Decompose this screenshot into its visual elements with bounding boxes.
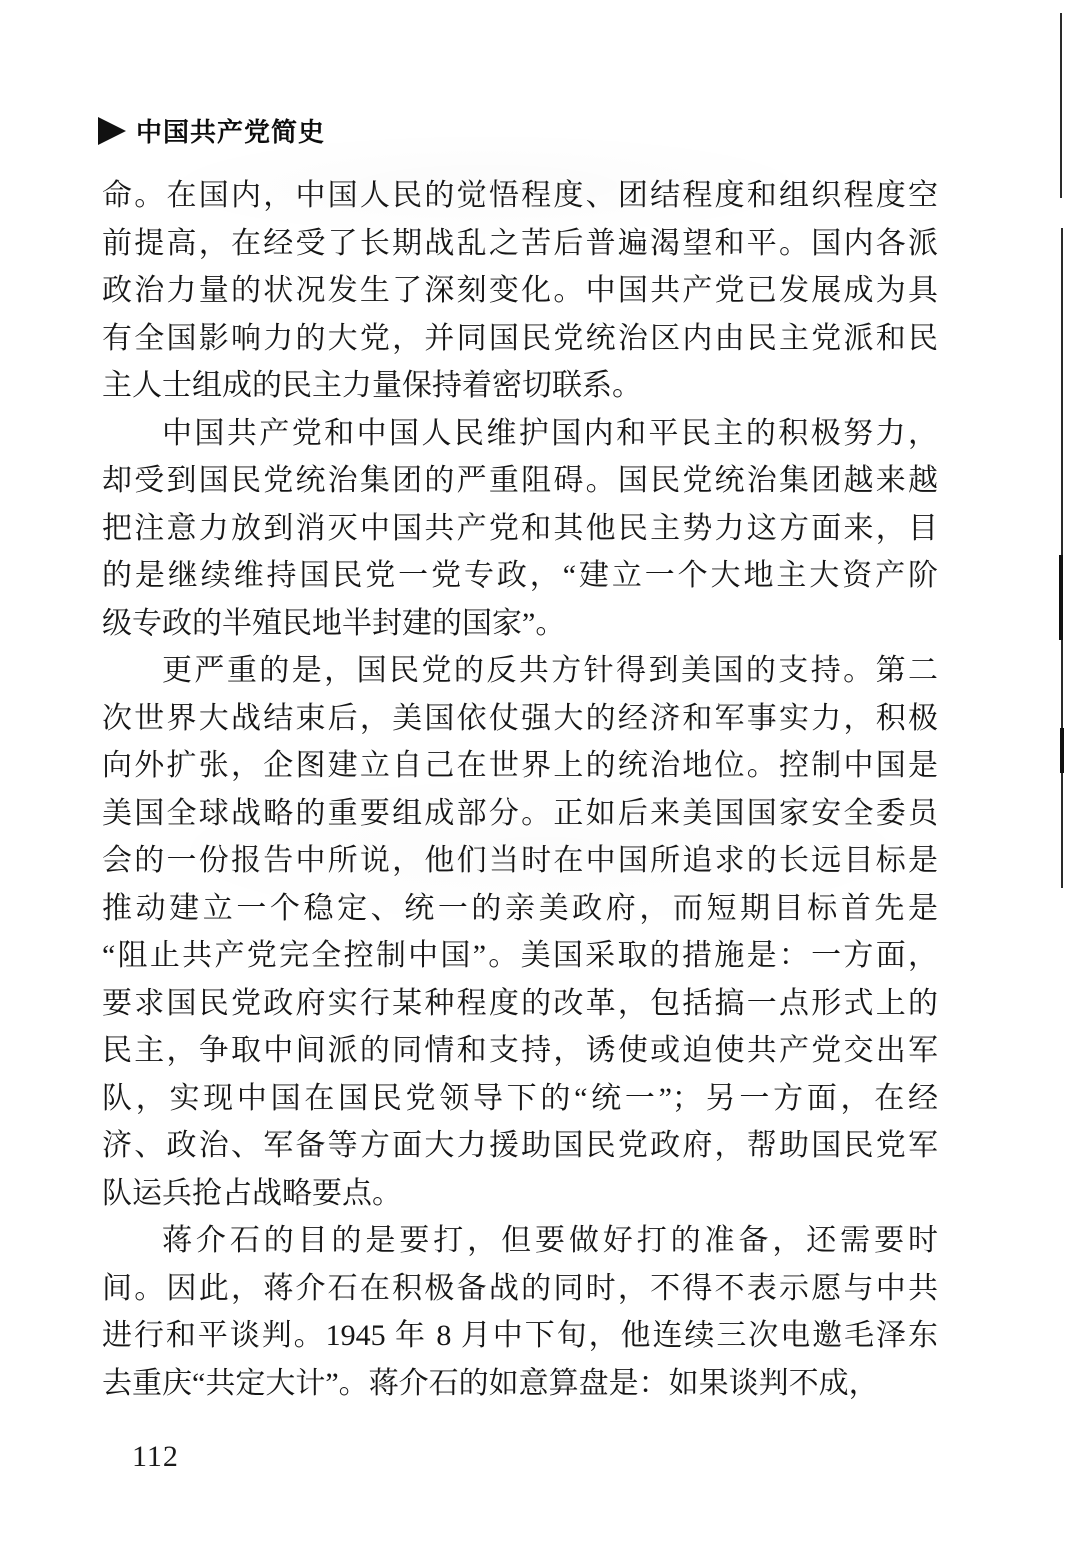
text-line: 级专政的半殖民地半封建的国家”。 (102, 606, 566, 640)
text-line: 进行和平谈判。1945 年 8 月中下旬，他连续三次电邀毛泽东 (102, 1319, 938, 1352)
text-line: 去重庆“共定大计”。蒋介石的如意算盘是：如果谈判不成， (102, 1366, 879, 1400)
text-line: 间。因此，蒋介石在积极备战的同时，不得不表示愿与中共 (102, 1271, 938, 1305)
text-line: 主人士组成的民主力量保持着密切联系。 (102, 369, 642, 402)
book-title: 中国共产党简史 (136, 117, 326, 147)
text-line: 民主，争取中间派的同情和支持，诱使或迫使共产党交出军 (102, 1034, 938, 1067)
text-line: 命。在国内，中国人民的觉悟程度、团结程度和组织程度空 (102, 179, 938, 212)
text-line: 美国全球战略的重要组成部分。正如后来美国国家安全委员 (102, 796, 938, 830)
text-line: 却受到国民党统治集团的严重阻碍。国民党统治集团越来越 (102, 464, 938, 497)
text-line: 把注意力放到消灭中国共产党和其他民主势力这方面来，目 (102, 511, 938, 545)
scan-artifact-line (1059, 555, 1063, 640)
text-line: 更严重的是，国民党的反共方针得到美国的支持。第二 (162, 654, 938, 687)
text-line: 中国共产党和中国人民维护国内和平民主的积极努力， (162, 416, 938, 450)
text-line: 前提高，在经受了长期战乱之苦后普遍渴望和平。国内各派 (102, 226, 938, 260)
text-line: 推动建立一个稳定、统一的亲美政府，而短期目标首先是 (102, 891, 938, 925)
text-line: 要求国民党政府实行某种程度的改革，包括搞一点形式上的 (102, 986, 938, 1020)
right-triangle-icon (98, 117, 126, 145)
body-text (102, 172, 938, 1407)
text-line: 次世界大战结束后，美国依仗强大的经济和军事实力，积极 (102, 701, 938, 735)
scan-artifact-line (1060, 13, 1062, 198)
text-line: 蒋介石的目的是要打，但要做好打的准备，还需要时 (162, 1224, 938, 1257)
text-line: 会的一份报告中所说，他们当时在中国所追求的长远目标是 (102, 844, 938, 877)
text-line: 队，实现中国在国民党领导下的“统一”；另一方面，在经 (102, 1081, 938, 1115)
text-line: 政治力量的状况发生了深刻变化。中国共产党已发展成为具 (102, 274, 938, 307)
text-line: 的是继续维持国民党一党专政，“建立一个大地主大资产阶 (102, 559, 938, 592)
text-line: 济、政治、军备等方面大力援助国民党政府，帮助国民党军 (102, 1129, 938, 1162)
text-line: 有全国影响力的大党，并同国民党统治区内由民主党派和民 (102, 321, 938, 355)
page-header (98, 112, 325, 149)
scan-artifact-line (1060, 728, 1064, 773)
text-line: 向外扩张，企图建立自己在世界上的统治地位。控制中国是 (102, 749, 938, 782)
page-number: 112 (132, 1440, 179, 1473)
text-line: 队运兵抢占战略要点。 (102, 1176, 402, 1210)
text-line: “阻止共产党完全控制中国”。美国采取的措施是：一方面， (102, 939, 938, 972)
